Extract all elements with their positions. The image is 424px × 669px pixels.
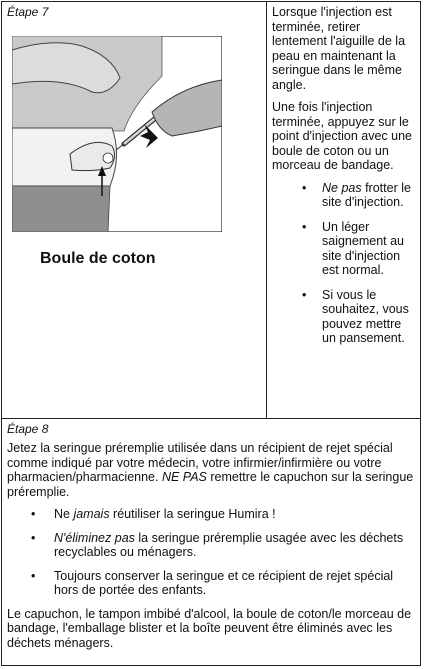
step-8-row [2,419,420,665]
injection-withdrawal-illustration [12,36,222,232]
list-item [272,220,417,278]
bullet-icon: • [302,287,307,302]
bullet-icon: • [302,180,307,195]
intro-text: Jetez la seringue préremplie utilisée dans un récipient de rejet spécial comme indiqué par votre médecin, votre infirmier/infirmière ou votre pharmacien/pharmacienne. [7,441,393,484]
list-item [7,531,415,560]
step-7-paragraph-1: Lorsque l'injection est terminée, retirer lentement l'aiguille de la peau en maintenant la seringue dans le même angle. [272,5,406,92]
bullet-icon: • [31,568,36,583]
bullet-emphasis: Ne pas [322,180,362,195]
illustration-caption: Boule de coton [40,250,156,267]
step-7-row [2,2,420,419]
bullet-icon: • [31,507,36,521]
instruction-table [1,1,421,666]
intro-text-end: remettre le capuchon sur la seringue préremplie. [7,470,414,499]
bullet-text: frotter le site d'injection. [322,180,411,209]
step-7-title: Étape 7 [7,5,49,19]
step-8-outro: Le capuchon, le tampon imbibé d'alcool, la boule de coton/le morceau de bandage, l'emballage blister et la boîte peuvent être éliminés avec les déchets ménagers. [7,606,412,650]
list-item [272,288,417,346]
bullet-text: réutiliser la seringue Humira ! [109,507,276,521]
step-8-intro [7,441,415,499]
bullet-text: Ne [54,507,74,521]
bullet-text: Si vous le souhaitez, vous pouvez mettre un pansement. [322,287,409,345]
list-item [7,569,415,598]
list-item [7,507,415,522]
intro-emphasis: NE PAS [161,470,207,484]
bullet-icon: • [302,219,307,234]
bullet-text: la seringue préremplie usagée avec les déchets recyclables ou ménagers. [54,530,404,559]
step-7-text [272,5,417,356]
bullet-emphasis: jamais [73,507,110,521]
bullet-icon: • [31,530,36,545]
list-item [272,181,417,210]
step-7-illustration-cell [2,2,267,418]
bullet-emphasis: N'éliminez pas [54,530,135,545]
bullet-text: Un léger saignement au site d'injection est normal. [322,219,405,277]
bullet-text: Toujours conserver la seringue et ce récipient de rejet spécial hors de portée des enfants. [54,568,394,597]
step-7-paragraph-2: Une fois l'injection terminée, appuyez sur le point d'injection avec une boule de coton ou un morceau de bandage. [272,100,412,172]
step-8-text [7,441,415,658]
step-8-title: Étape 8 [7,422,49,436]
step-7-text-cell [267,2,420,418]
